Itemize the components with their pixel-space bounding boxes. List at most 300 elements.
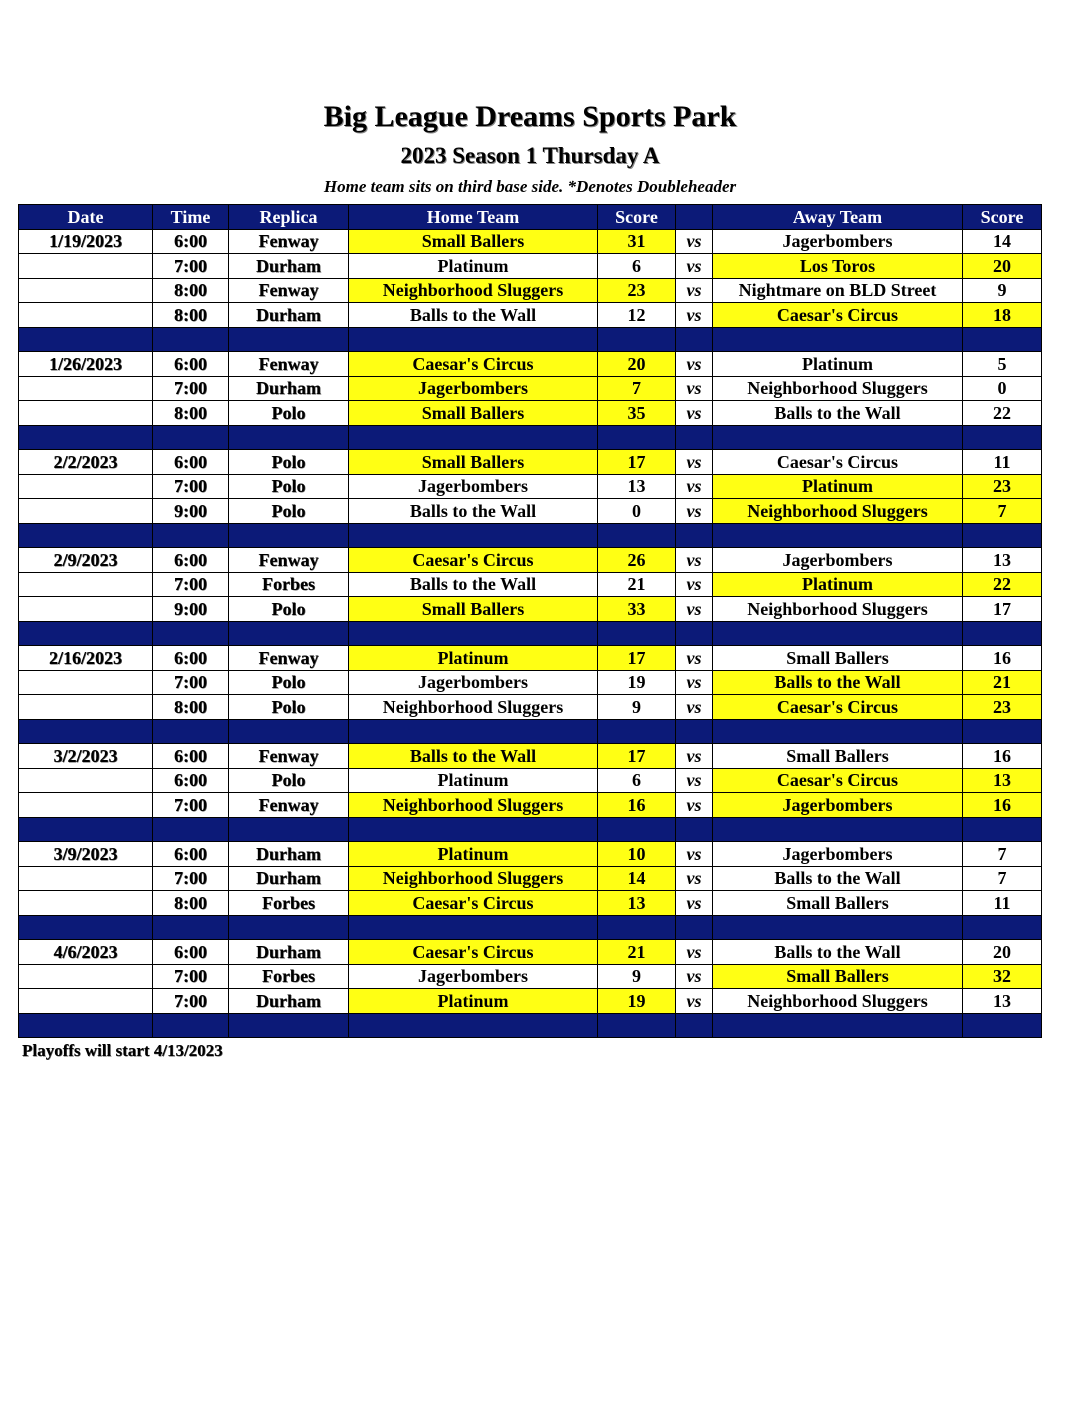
game-replica: Polo bbox=[229, 670, 349, 695]
game-time: 8:00 bbox=[153, 278, 229, 303]
week-separator bbox=[19, 621, 1042, 646]
separator-cell bbox=[963, 1013, 1042, 1038]
game-replica: Durham bbox=[229, 303, 349, 328]
separator-cell bbox=[676, 621, 713, 646]
home-team: Platinum bbox=[349, 989, 598, 1014]
game-row bbox=[19, 670, 1042, 695]
game-time: 6:00 bbox=[153, 352, 229, 377]
game-time: 7:00 bbox=[153, 866, 229, 891]
game-date bbox=[19, 572, 153, 597]
away-team: Platinum bbox=[713, 474, 963, 499]
away-score: 0 bbox=[963, 376, 1042, 401]
game-time: 7:00 bbox=[153, 964, 229, 989]
game-time: 6:00 bbox=[153, 646, 229, 671]
separator-cell bbox=[19, 817, 153, 842]
game-replica: Fenway bbox=[229, 352, 349, 377]
vs-label: vs bbox=[676, 989, 713, 1014]
home-team: Jagerbombers bbox=[349, 376, 598, 401]
game-date: 2/9/2023 bbox=[19, 548, 153, 573]
game-date bbox=[19, 866, 153, 891]
separator-cell bbox=[713, 1013, 963, 1038]
home-team: Balls to the Wall bbox=[349, 572, 598, 597]
away-score: 20 bbox=[963, 940, 1042, 965]
away-team: Los Toros bbox=[713, 254, 963, 279]
home-score: 21 bbox=[598, 572, 676, 597]
home-score: 13 bbox=[598, 891, 676, 916]
game-replica: Durham bbox=[229, 376, 349, 401]
game-row bbox=[19, 940, 1042, 965]
separator-cell bbox=[153, 1013, 229, 1038]
separator-cell bbox=[19, 1013, 153, 1038]
home-score: 31 bbox=[598, 229, 676, 254]
game-date bbox=[19, 670, 153, 695]
home-team: Jagerbombers bbox=[349, 670, 598, 695]
away-team: Caesar's Circus bbox=[713, 303, 963, 328]
away-team: Balls to the Wall bbox=[713, 401, 963, 426]
away-team: Caesar's Circus bbox=[713, 768, 963, 793]
separator-cell bbox=[229, 327, 349, 352]
vs-label: vs bbox=[676, 278, 713, 303]
footer-note: Playoffs will start 4/13/2023 bbox=[22, 1041, 223, 1060]
game-time: 8:00 bbox=[153, 695, 229, 720]
game-date bbox=[19, 254, 153, 279]
game-replica: Forbes bbox=[229, 572, 349, 597]
away-team: Small Ballers bbox=[713, 744, 963, 769]
game-time: 8:00 bbox=[153, 401, 229, 426]
home-team: Caesar's Circus bbox=[349, 352, 598, 377]
game-date bbox=[19, 499, 153, 524]
game-time: 9:00 bbox=[153, 597, 229, 622]
game-replica: Polo bbox=[229, 695, 349, 720]
home-team: Small Ballers bbox=[349, 229, 598, 254]
home-score: 19 bbox=[598, 670, 676, 695]
game-replica: Forbes bbox=[229, 964, 349, 989]
col-vs bbox=[676, 205, 713, 230]
away-team: Platinum bbox=[713, 572, 963, 597]
home-team: Balls to the Wall bbox=[349, 303, 598, 328]
vs-label: vs bbox=[676, 352, 713, 377]
game-time: 7:00 bbox=[153, 989, 229, 1014]
away-team: Jagerbombers bbox=[713, 229, 963, 254]
separator-cell bbox=[713, 719, 963, 744]
away-team: Jagerbombers bbox=[713, 548, 963, 573]
separator-cell bbox=[153, 817, 229, 842]
game-date: 3/2/2023 bbox=[19, 744, 153, 769]
home-score: 9 bbox=[598, 695, 676, 720]
game-time: 8:00 bbox=[153, 303, 229, 328]
home-score: 0 bbox=[598, 499, 676, 524]
vs-label: vs bbox=[676, 670, 713, 695]
separator-cell bbox=[598, 621, 676, 646]
separator-cell bbox=[713, 621, 963, 646]
away-score: 13 bbox=[963, 989, 1042, 1014]
separator-cell bbox=[153, 915, 229, 940]
schedule-table bbox=[18, 204, 1042, 1038]
separator-cell bbox=[676, 915, 713, 940]
game-date bbox=[19, 401, 153, 426]
separator-cell bbox=[229, 719, 349, 744]
away-team: Neighborhood Sluggers bbox=[713, 376, 963, 401]
col-away-score: Score bbox=[963, 205, 1042, 230]
vs-label: vs bbox=[676, 891, 713, 916]
game-replica: Durham bbox=[229, 842, 349, 867]
game-row bbox=[19, 768, 1042, 793]
separator-cell bbox=[598, 1013, 676, 1038]
away-team: Balls to the Wall bbox=[713, 866, 963, 891]
vs-label: vs bbox=[676, 597, 713, 622]
away-score: 7 bbox=[963, 866, 1042, 891]
separator-cell bbox=[349, 817, 598, 842]
vs-label: vs bbox=[676, 744, 713, 769]
home-team: Platinum bbox=[349, 646, 598, 671]
away-score: 21 bbox=[963, 670, 1042, 695]
week-separator bbox=[19, 719, 1042, 744]
game-time: 6:00 bbox=[153, 940, 229, 965]
game-time: 6:00 bbox=[153, 744, 229, 769]
separator-cell bbox=[19, 327, 153, 352]
week-separator bbox=[19, 915, 1042, 940]
away-team: Neighborhood Sluggers bbox=[713, 989, 963, 1014]
separator-cell bbox=[153, 523, 229, 548]
away-score: 11 bbox=[963, 891, 1042, 916]
away-team: Jagerbombers bbox=[713, 793, 963, 818]
game-row bbox=[19, 866, 1042, 891]
game-row bbox=[19, 499, 1042, 524]
home-score: 6 bbox=[598, 254, 676, 279]
home-score: 6 bbox=[598, 768, 676, 793]
game-replica: Polo bbox=[229, 597, 349, 622]
separator-cell bbox=[963, 621, 1042, 646]
away-score: 16 bbox=[963, 646, 1042, 671]
home-team: Neighborhood Sluggers bbox=[349, 695, 598, 720]
game-time: 6:00 bbox=[153, 842, 229, 867]
home-score: 35 bbox=[598, 401, 676, 426]
game-replica: Polo bbox=[229, 499, 349, 524]
separator-cell bbox=[349, 719, 598, 744]
home-score: 20 bbox=[598, 352, 676, 377]
home-score: 33 bbox=[598, 597, 676, 622]
game-row bbox=[19, 744, 1042, 769]
separator-cell bbox=[963, 719, 1042, 744]
game-date: 4/6/2023 bbox=[19, 940, 153, 965]
game-replica: Durham bbox=[229, 866, 349, 891]
vs-label: vs bbox=[676, 842, 713, 867]
vs-label: vs bbox=[676, 450, 713, 475]
home-team: Neighborhood Sluggers bbox=[349, 866, 598, 891]
week-separator bbox=[19, 1013, 1042, 1038]
home-score: 26 bbox=[598, 548, 676, 573]
away-team: Balls to the Wall bbox=[713, 940, 963, 965]
vs-label: vs bbox=[676, 376, 713, 401]
away-team: Jagerbombers bbox=[713, 842, 963, 867]
home-team: Caesar's Circus bbox=[349, 891, 598, 916]
separator-cell bbox=[598, 817, 676, 842]
home-score: 19 bbox=[598, 989, 676, 1014]
game-row bbox=[19, 842, 1042, 867]
separator-cell bbox=[229, 915, 349, 940]
separator-cell bbox=[229, 523, 349, 548]
game-replica: Polo bbox=[229, 768, 349, 793]
col-replica: Replica bbox=[229, 205, 349, 230]
game-date: 2/16/2023 bbox=[19, 646, 153, 671]
game-replica: Forbes bbox=[229, 891, 349, 916]
vs-label: vs bbox=[676, 940, 713, 965]
separator-cell bbox=[153, 719, 229, 744]
separator-cell bbox=[676, 327, 713, 352]
vs-label: vs bbox=[676, 548, 713, 573]
game-replica: Polo bbox=[229, 401, 349, 426]
home-team: Small Ballers bbox=[349, 597, 598, 622]
game-row bbox=[19, 646, 1042, 671]
separator-cell bbox=[713, 817, 963, 842]
separator-cell bbox=[598, 915, 676, 940]
vs-label: vs bbox=[676, 303, 713, 328]
game-time: 7:00 bbox=[153, 572, 229, 597]
separator-cell bbox=[713, 425, 963, 450]
home-score: 7 bbox=[598, 376, 676, 401]
separator-cell bbox=[598, 719, 676, 744]
header-row bbox=[19, 205, 1042, 230]
separator-cell bbox=[676, 1013, 713, 1038]
separator-cell bbox=[153, 425, 229, 450]
game-replica: Durham bbox=[229, 989, 349, 1014]
game-time: 7:00 bbox=[153, 474, 229, 499]
home-team: Platinum bbox=[349, 842, 598, 867]
game-date bbox=[19, 695, 153, 720]
away-score: 13 bbox=[963, 768, 1042, 793]
home-team: Jagerbombers bbox=[349, 474, 598, 499]
home-score: 9 bbox=[598, 964, 676, 989]
game-date: 1/26/2023 bbox=[19, 352, 153, 377]
vs-label: vs bbox=[676, 572, 713, 597]
game-row bbox=[19, 450, 1042, 475]
week-separator bbox=[19, 425, 1042, 450]
separator-cell bbox=[19, 719, 153, 744]
away-score: 7 bbox=[963, 842, 1042, 867]
vs-label: vs bbox=[676, 254, 713, 279]
page-subtitle: 2023 Season 1 Thursday A bbox=[400, 143, 660, 168]
game-row bbox=[19, 695, 1042, 720]
vs-label: vs bbox=[676, 964, 713, 989]
game-date bbox=[19, 793, 153, 818]
vs-label: vs bbox=[676, 695, 713, 720]
game-replica: Fenway bbox=[229, 278, 349, 303]
week-separator bbox=[19, 817, 1042, 842]
separator-cell bbox=[349, 523, 598, 548]
separator-cell bbox=[19, 523, 153, 548]
vs-label: vs bbox=[676, 401, 713, 426]
game-time: 6:00 bbox=[153, 450, 229, 475]
home-score: 17 bbox=[598, 744, 676, 769]
home-score: 23 bbox=[598, 278, 676, 303]
home-score: 13 bbox=[598, 474, 676, 499]
separator-cell bbox=[598, 425, 676, 450]
col-home-team: Home Team bbox=[349, 205, 598, 230]
away-score: 18 bbox=[963, 303, 1042, 328]
away-score: 16 bbox=[963, 744, 1042, 769]
away-score: 23 bbox=[963, 474, 1042, 499]
separator-cell bbox=[676, 523, 713, 548]
away-team: Neighborhood Sluggers bbox=[713, 499, 963, 524]
away-score: 22 bbox=[963, 572, 1042, 597]
separator-cell bbox=[229, 621, 349, 646]
game-time: 8:00 bbox=[153, 891, 229, 916]
home-score: 10 bbox=[598, 842, 676, 867]
game-date: 3/9/2023 bbox=[19, 842, 153, 867]
home-team: Small Ballers bbox=[349, 401, 598, 426]
game-row bbox=[19, 597, 1042, 622]
week-separator bbox=[19, 523, 1042, 548]
away-team: Small Ballers bbox=[713, 646, 963, 671]
game-date bbox=[19, 964, 153, 989]
separator-cell bbox=[19, 621, 153, 646]
separator-cell bbox=[229, 425, 349, 450]
game-row bbox=[19, 572, 1042, 597]
separator-cell bbox=[963, 915, 1042, 940]
game-replica: Polo bbox=[229, 474, 349, 499]
separator-cell bbox=[713, 523, 963, 548]
away-team: Small Ballers bbox=[713, 891, 963, 916]
game-row bbox=[19, 229, 1042, 254]
col-home-score: Score bbox=[598, 205, 676, 230]
game-row bbox=[19, 793, 1042, 818]
header-note: Home team sits on third base side. *Denotes Doubleheader bbox=[323, 177, 737, 196]
schedule-body bbox=[19, 229, 1042, 1038]
game-time: 6:00 bbox=[153, 548, 229, 573]
game-replica: Fenway bbox=[229, 646, 349, 671]
separator-cell bbox=[19, 915, 153, 940]
game-row bbox=[19, 548, 1042, 573]
game-row bbox=[19, 474, 1042, 499]
game-row bbox=[19, 891, 1042, 916]
away-score: 11 bbox=[963, 450, 1042, 475]
separator-cell bbox=[153, 327, 229, 352]
home-score: 14 bbox=[598, 866, 676, 891]
home-team: Neighborhood Sluggers bbox=[349, 278, 598, 303]
away-score: 20 bbox=[963, 254, 1042, 279]
game-date bbox=[19, 303, 153, 328]
game-date bbox=[19, 989, 153, 1014]
game-replica: Fenway bbox=[229, 548, 349, 573]
separator-cell bbox=[963, 425, 1042, 450]
home-team: Platinum bbox=[349, 254, 598, 279]
col-away-team: Away Team bbox=[713, 205, 963, 230]
away-score: 14 bbox=[963, 229, 1042, 254]
separator-cell bbox=[349, 621, 598, 646]
home-team: Neighborhood Sluggers bbox=[349, 793, 598, 818]
away-score: 5 bbox=[963, 352, 1042, 377]
home-score: 12 bbox=[598, 303, 676, 328]
game-row bbox=[19, 303, 1042, 328]
game-date bbox=[19, 768, 153, 793]
separator-cell bbox=[349, 425, 598, 450]
game-row bbox=[19, 376, 1042, 401]
game-replica: Fenway bbox=[229, 229, 349, 254]
game-time: 7:00 bbox=[153, 254, 229, 279]
away-score: 13 bbox=[963, 548, 1042, 573]
game-time: 7:00 bbox=[153, 793, 229, 818]
home-team: Small Ballers bbox=[349, 450, 598, 475]
separator-cell bbox=[963, 523, 1042, 548]
away-score: 7 bbox=[963, 499, 1042, 524]
separator-cell bbox=[963, 327, 1042, 352]
week-separator bbox=[19, 327, 1042, 352]
home-team: Platinum bbox=[349, 768, 598, 793]
game-date bbox=[19, 376, 153, 401]
separator-cell bbox=[229, 1013, 349, 1038]
game-time: 6:00 bbox=[153, 768, 229, 793]
home-team: Caesar's Circus bbox=[349, 548, 598, 573]
separator-cell bbox=[598, 327, 676, 352]
col-time: Time bbox=[153, 205, 229, 230]
game-row bbox=[19, 989, 1042, 1014]
home-team: Balls to the Wall bbox=[349, 499, 598, 524]
away-team: Balls to the Wall bbox=[713, 670, 963, 695]
home-team: Jagerbombers bbox=[349, 964, 598, 989]
game-replica: Polo bbox=[229, 450, 349, 475]
home-score: 17 bbox=[598, 450, 676, 475]
vs-label: vs bbox=[676, 768, 713, 793]
game-time: 9:00 bbox=[153, 499, 229, 524]
game-time: 7:00 bbox=[153, 670, 229, 695]
separator-cell bbox=[349, 327, 598, 352]
game-row bbox=[19, 254, 1042, 279]
separator-cell bbox=[713, 915, 963, 940]
away-score: 17 bbox=[963, 597, 1042, 622]
game-row bbox=[19, 278, 1042, 303]
vs-label: vs bbox=[676, 866, 713, 891]
game-row bbox=[19, 352, 1042, 377]
game-date: 1/19/2023 bbox=[19, 229, 153, 254]
game-date bbox=[19, 891, 153, 916]
vs-label: vs bbox=[676, 793, 713, 818]
separator-cell bbox=[963, 817, 1042, 842]
home-score: 16 bbox=[598, 793, 676, 818]
col-date: Date bbox=[19, 205, 153, 230]
vs-label: vs bbox=[676, 474, 713, 499]
game-date bbox=[19, 278, 153, 303]
home-team: Caesar's Circus bbox=[349, 940, 598, 965]
game-date: 2/2/2023 bbox=[19, 450, 153, 475]
separator-cell bbox=[676, 425, 713, 450]
away-score: 23 bbox=[963, 695, 1042, 720]
home-score: 17 bbox=[598, 646, 676, 671]
separator-cell bbox=[349, 1013, 598, 1038]
game-time: 7:00 bbox=[153, 376, 229, 401]
away-score: 32 bbox=[963, 964, 1042, 989]
vs-label: vs bbox=[676, 646, 713, 671]
vs-label: vs bbox=[676, 229, 713, 254]
away-team: Platinum bbox=[713, 352, 963, 377]
separator-cell bbox=[598, 523, 676, 548]
game-time: 6:00 bbox=[153, 229, 229, 254]
game-date bbox=[19, 597, 153, 622]
separator-cell bbox=[229, 817, 349, 842]
away-score: 9 bbox=[963, 278, 1042, 303]
game-date bbox=[19, 474, 153, 499]
vs-label: vs bbox=[676, 499, 713, 524]
away-score: 22 bbox=[963, 401, 1042, 426]
away-team: Neighborhood Sluggers bbox=[713, 597, 963, 622]
away-team: Nightmare on BLD Street bbox=[713, 278, 963, 303]
away-team: Small Ballers bbox=[713, 964, 963, 989]
home-team: Balls to the Wall bbox=[349, 744, 598, 769]
separator-cell bbox=[676, 719, 713, 744]
game-replica: Durham bbox=[229, 940, 349, 965]
separator-cell bbox=[153, 621, 229, 646]
home-score: 21 bbox=[598, 940, 676, 965]
game-row bbox=[19, 401, 1042, 426]
